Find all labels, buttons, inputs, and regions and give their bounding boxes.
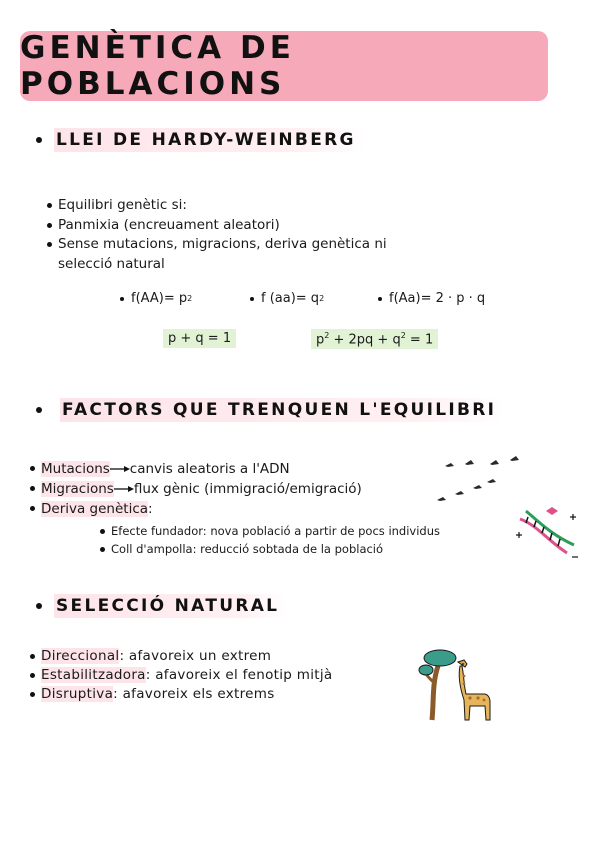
term-label: Disruptiva [41,686,114,702]
formula-text: f(AA)= p [131,291,188,306]
list-item: Coll d'ampolla: reducció sobtada de la població [100,540,500,558]
bullet-dot [36,407,42,413]
arrow-right-icon [114,485,134,493]
equation-hardy-weinberg [311,329,438,349]
formula-faa [120,291,192,306]
list-item: Panmixia (encreuament aleatori) [47,216,427,236]
formula-exponent: 2 [319,294,325,303]
formula-faa-recessive [250,291,324,306]
list-item [30,459,430,479]
section-heading-label: SELECCIÓ NATURAL [54,594,287,618]
hardy-weinberg-conditions-list [47,196,427,274]
formula-text: f(Aa)= 2 · p · q [389,291,486,306]
eq-exponent: 2 [324,331,330,340]
section-heading-hardy-weinberg [36,128,364,152]
list-item [30,666,400,685]
bullet-dot [250,297,254,301]
section-heading-label: FACTORS QUE TRENQUEN L'EQUILIBRI [60,398,504,422]
bullet-dot [378,297,382,301]
section-heading-label: LLEI DE HARDY-WEINBERG [54,128,364,152]
term-desc: : afavoreix els extrems [113,686,275,702]
term-label: Estabilitzadora [41,667,146,683]
term-label: Direccional [41,648,120,664]
list-item: Equilibri genètic si: [47,196,427,216]
formula-text: f (aa)= q [261,291,320,306]
term-label: Mutacions [41,461,110,477]
term-desc: : [148,501,153,517]
giraffe-tree-icon [418,644,496,722]
term-label: Deriva genètica [41,501,149,517]
list-item: Efecte fundador: nova població a partir de pocs individus [100,522,500,540]
term-desc: flux gènic (immigració/emigració) [133,481,362,497]
section-heading-factors [36,398,504,422]
list-item [30,647,400,666]
section-heading-natural-selection [36,594,287,618]
bullet-dot [36,137,42,143]
dna-icon [512,505,582,565]
list-item: Sense mutacions, migracions, deriva genètica ni selecció natural [47,235,427,274]
term-label: Migracions [41,481,114,497]
eq-part: + 2pq + q [329,332,401,348]
formula-faa-heterozygous [378,291,485,306]
title-banner [20,31,548,101]
birds-icon [435,452,530,507]
equation-p-plus-q: p + q = 1 [163,329,236,348]
eq-exponent: 2 [400,331,406,340]
natural-selection-list [30,647,400,704]
list-item [30,499,430,519]
arrow-right-icon [110,465,130,473]
term-desc: canvis aleatoris a l'ADN [129,461,290,477]
eq-part: p [316,332,325,348]
list-item [30,685,400,704]
term-desc: : afavoreix un extrem [119,648,272,664]
page-title: GENÈTICA DE POBLACIONS [20,30,295,102]
factors-list [30,459,430,519]
list-item [30,479,430,499]
genetic-drift-sublist [100,522,500,558]
term-desc: : afavoreix el fenotip mitjà [145,667,333,683]
eq-part: = 1 [405,332,434,348]
bullet-dot [120,297,124,301]
bullet-dot [36,603,42,609]
formula-exponent: 2 [187,294,193,303]
